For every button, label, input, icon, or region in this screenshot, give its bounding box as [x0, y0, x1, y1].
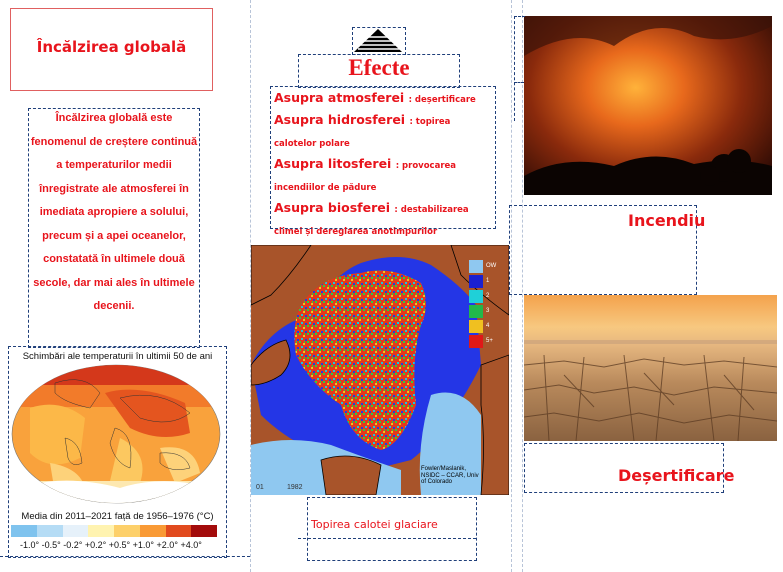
legend-label: 4 — [486, 323, 490, 329]
scale-label: +4.0° — [180, 540, 202, 550]
temperature-scale-bar — [11, 525, 217, 537]
legend-swatch — [469, 275, 483, 288]
fire-image-guide — [514, 16, 525, 121]
scale-swatch — [88, 525, 114, 537]
legend-label: OW — [486, 263, 497, 269]
desert-scene-graphic — [524, 295, 777, 441]
scale-swatch — [140, 525, 166, 537]
fire-scene-graphic — [524, 16, 772, 195]
legend-swatch — [469, 305, 483, 318]
scale-label: -0.5° — [41, 540, 61, 550]
effect-label: Asupra atmosferei — [274, 90, 405, 105]
effect-detail: : provocarea incendiilor de pădure — [274, 161, 457, 193]
effects-list — [274, 88, 492, 242]
scale-label: +2.0° — [156, 540, 178, 550]
effect-item-hydrosphere — [274, 110, 492, 154]
stairs-logo-icon — [352, 28, 404, 53]
effects-heading: Efecte — [348, 55, 410, 80]
page-title: Încălzirea globală — [36, 38, 187, 56]
effect-label: Asupra biosferei — [274, 200, 391, 215]
scale-swatch — [63, 525, 89, 537]
map-caption-top: Schimbări ale temperaturii în ultimii 50 de ani — [22, 351, 213, 362]
effect-label: Asupra litosferei — [274, 156, 392, 171]
legend-label: 1 — [486, 278, 490, 284]
map-caption-bottom: Media din 2011–2021 față de 1956–1976 (°C) — [21, 511, 214, 522]
effect-item-atmosphere — [274, 88, 492, 110]
scale-swatch — [166, 525, 192, 537]
legend-label: 2 — [486, 293, 490, 299]
legend-label: 3 — [486, 308, 490, 314]
arctic-ice-image[interactable] — [251, 245, 509, 495]
scale-swatch — [191, 525, 217, 537]
caption-rule — [298, 538, 476, 539]
scale-swatch — [37, 525, 63, 537]
effect-detail: : topirea calotelor polare — [274, 117, 451, 149]
scale-label: +0.2° — [84, 540, 107, 550]
scale-label: +1.0° — [132, 540, 155, 550]
scale-label: +0.5° — [108, 540, 131, 550]
effect-detail: : destabilizarea climei și dereglarea anotimpurilor — [274, 205, 469, 237]
effect-item-biosphere — [274, 198, 492, 242]
scale-swatch — [114, 525, 140, 537]
arctic-legend — [469, 260, 499, 352]
scale-label: -0.2° — [63, 540, 83, 550]
scale-label: -1.0° — [20, 540, 40, 550]
effect-label: Asupra hidrosferei — [274, 112, 406, 127]
legend-label: 5+ — [486, 338, 493, 344]
arctic-corner-left: 01 — [256, 484, 264, 491]
desert-image[interactable] — [524, 295, 777, 441]
scale-swatch — [11, 525, 37, 537]
ice-caption: Topirea calotei glaciare — [311, 518, 438, 531]
scale-labels — [20, 540, 220, 550]
fire-image[interactable] — [524, 16, 772, 195]
arctic-corner-year: 1982 — [287, 484, 303, 491]
effect-item-lithosphere — [274, 154, 492, 198]
desert-caption: Deșertificare — [618, 466, 735, 485]
intro-text: Încălzirea globală este fenomenul de creștere continuă a temperaturilor medii înregistrate ale atmosferei în imediata apropiere a solului, precum și a apei oceanelor, constatată în ultimele două secole, dar mai ales în ultimele decenii. — [30, 112, 198, 312]
legend-swatch — [469, 320, 483, 333]
arctic-credit: Fowler/Maslanik, NSIDC – CCAR, Univ of Colorado — [421, 466, 479, 485]
bottom-rule — [0, 556, 250, 557]
legend-swatch — [469, 290, 483, 303]
fire-image-guide — [514, 82, 524, 83]
temperature-anomaly-map — [10, 363, 222, 505]
legend-swatch — [469, 335, 483, 348]
fire-caption: Incendiu — [628, 211, 706, 230]
effect-detail: : deșertificare — [408, 95, 476, 105]
legend-swatch — [469, 260, 483, 273]
